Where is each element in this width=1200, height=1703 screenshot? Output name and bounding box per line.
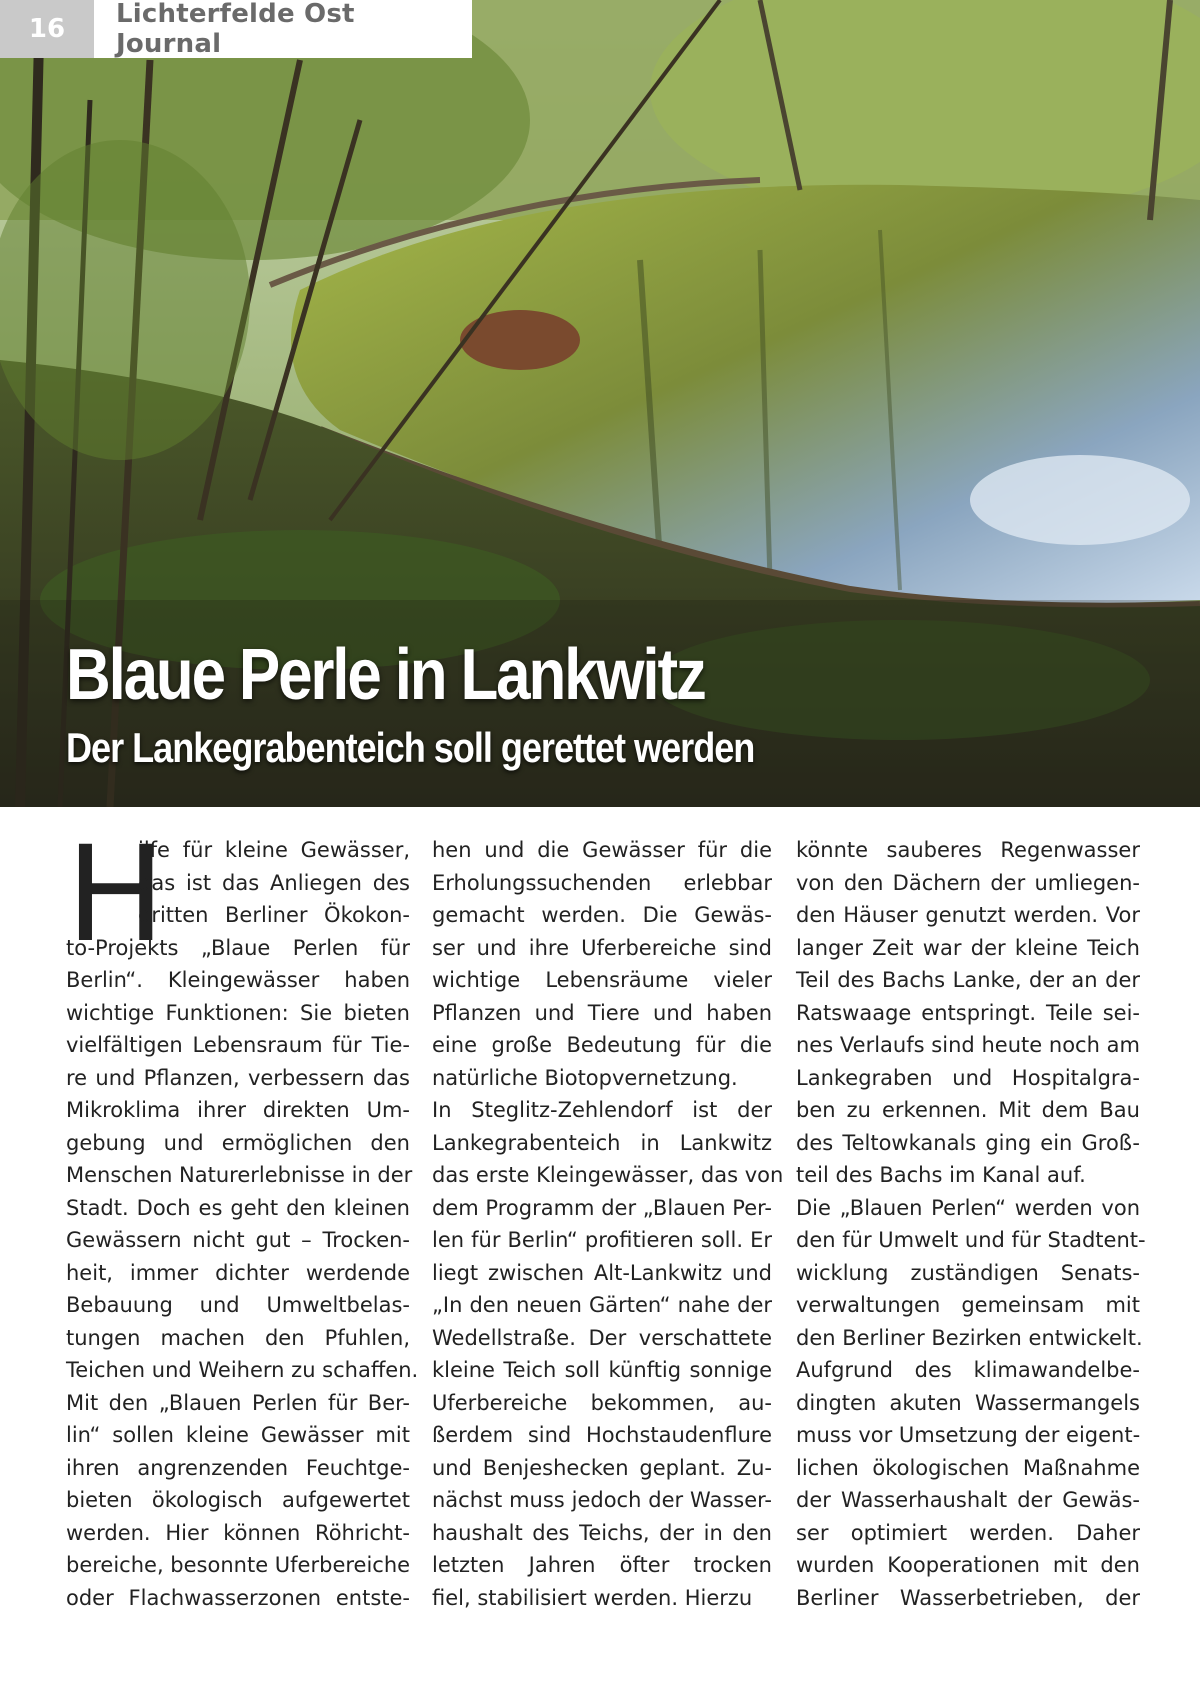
text-line: tungen machen den Pfuhlen,	[66, 1325, 410, 1350]
article-subtitle: Der Lankegrabenteich soll gerettet werden	[66, 724, 755, 771]
text-line: Wedellstraße. Der verschattete	[432, 1325, 772, 1350]
text-line: wicklung zuständigen Senats-	[796, 1260, 1140, 1285]
text-line: Gewässern nicht gut – Trocken-	[66, 1228, 410, 1252]
text-line: Die „Blauen Perlen“ werden von	[796, 1195, 1140, 1220]
text-line: muss vor Umsetzung der eigent-	[796, 1423, 1141, 1447]
page-number: 16	[0, 0, 94, 58]
text-line: gebung und ermöglichen den	[66, 1130, 410, 1155]
text-line: von den Dächern der umliegen-	[796, 870, 1140, 895]
text-line: Erholungssuchenden erlebbar	[432, 870, 772, 895]
text-line: Ratswaage entspringt. Teile sei-	[796, 1000, 1140, 1025]
text-line: Berliner Wasserbetrieben, der	[796, 1585, 1140, 1610]
text-line: bieten ökologisch aufgewertet	[66, 1488, 410, 1512]
text-line: eine große Bedeutung für die	[432, 1033, 772, 1057]
text-line: ihren angrenzenden Feuchtge-	[66, 1455, 410, 1480]
text-line: bereiche, besonnte Uferbereiche	[66, 1553, 411, 1577]
text-line: der Wasserhaushalt der Gewäs-	[796, 1488, 1140, 1512]
text-line: „In den neuen Gärten“ nahe der	[432, 1293, 772, 1317]
text-line: nes Verlaufs sind heute noch am	[796, 1033, 1140, 1057]
article-column-3	[796, 834, 1146, 1614]
article-column-2	[432, 834, 784, 1614]
text-line: dritten Berliner Ökokon-	[138, 903, 410, 927]
text-line: oder Flachwasserzonen entste-	[66, 1585, 410, 1610]
text-line: len für Berlin“ profitieren soll. Er	[432, 1228, 772, 1252]
text-line: könnte sauberes Regenwasser	[796, 838, 1140, 862]
text-line: wichtige Lebensräume vieler	[432, 968, 772, 992]
text-line: letzten Jahren öfter trocken	[432, 1553, 772, 1577]
page-header-tab	[0, 0, 472, 58]
text-line: Teil des Bachs Lanke, der an der	[796, 968, 1140, 992]
text-line: In Steglitz-Zehlendorf ist der	[432, 1098, 772, 1122]
text-line: fiel, stabilisiert werden. Hierzu	[432, 1585, 753, 1610]
text-line: den Berliner Bezirken entwickelt.	[796, 1325, 1143, 1350]
text-line: Menschen Naturerlebnisse in der	[66, 1163, 413, 1187]
journal-name: Lichterfelde Ost Journal	[94, 0, 472, 58]
text-line: ßerdem sind Hochstaudenflure	[432, 1423, 772, 1447]
drop-cap: H	[66, 818, 166, 972]
text-line: Bebauung und Umweltbelas-	[66, 1293, 410, 1317]
text-line: Aufgrund des klimawandelbe-	[796, 1358, 1140, 1382]
article-column-1	[66, 818, 419, 1614]
text-line: vielfältigen Lebensraum für Tie-	[66, 1033, 410, 1057]
text-line: den für Umwelt und für Stadtent-	[796, 1228, 1146, 1252]
text-line: gemacht werden. Die Gewäs-	[432, 903, 772, 927]
text-line: re und Pflanzen, verbessern das	[66, 1065, 410, 1090]
article-title: Blaue Perle in Lankwitz	[66, 635, 705, 715]
text-line: Lankegrabenteich in Lankwitz	[432, 1130, 772, 1155]
text-line: ilfe für kleine Gewässer,	[138, 838, 410, 862]
text-line: lin“ sollen kleine Gewässer mit	[66, 1423, 410, 1447]
text-line: hen und die Gewässer für die	[432, 838, 772, 862]
text-line: den Häuser genutzt werden. Vor	[796, 903, 1140, 927]
text-line: kleine Teich soll künftig sonnige	[432, 1358, 772, 1382]
text-line: langer Zeit war der kleine Teich	[796, 935, 1140, 960]
text-line: und Benjeshecken geplant. Zu-	[432, 1455, 772, 1480]
text-line: to-Projekts „Blaue Perlen für	[66, 935, 410, 960]
text-line: ser optimiert werden. Daher	[796, 1520, 1140, 1545]
text-line: Stadt. Doch es geht den kleinen	[66, 1195, 410, 1220]
text-line: Uferbereiche bekommen, au-	[432, 1390, 772, 1415]
text-line: das ist das Anliegen des	[138, 870, 410, 895]
text-line: verwaltungen gemeinsam mit	[796, 1293, 1140, 1317]
text-line: des Teltowkanals ging ein Groß-	[796, 1130, 1140, 1155]
text-line: ben zu erkennen. Mit dem Bau	[796, 1098, 1140, 1122]
text-line: liegt zwischen Alt-Lankwitz und	[432, 1260, 772, 1285]
text-line: teil des Bachs im Kanal auf.	[796, 1163, 1086, 1187]
text-line: werden. Hier können Röhricht-	[66, 1520, 410, 1545]
text-line: Pflanzen und Tiere und haben	[432, 1000, 772, 1025]
text-line: haushalt des Teichs, der in den	[432, 1520, 772, 1545]
text-line: heit, immer dichter werdende	[66, 1260, 410, 1285]
text-line: Berlin“. Kleingewässer haben	[66, 968, 410, 992]
text-line: ser und ihre Uferbereiche sind	[432, 935, 772, 960]
text-line: Teichen und Weihern zu schaffen.	[66, 1358, 419, 1382]
text-line: Mikroklima ihrer direkten Um-	[66, 1098, 410, 1122]
text-line: dem Programm der „Blauen Per-	[432, 1195, 772, 1220]
text-line: dingten akuten Wassermangels	[796, 1390, 1140, 1415]
text-line: Lankegraben und Hospitalgra-	[796, 1065, 1140, 1090]
text-line: lichen ökologischen Maßnahme	[796, 1455, 1140, 1480]
text-line: nächst muss jedoch der Wasser-	[432, 1488, 772, 1512]
text-line: Mit den „Blauen Perlen für Ber-	[66, 1390, 410, 1415]
text-line: das erste Kleingewässer, das von	[432, 1163, 784, 1187]
text-line: wichtige Funktionen: Sie bieten	[66, 1000, 410, 1025]
text-line: wurden Kooperationen mit den	[796, 1553, 1140, 1577]
text-line: natürliche Biotopvernetzung.	[432, 1065, 738, 1090]
